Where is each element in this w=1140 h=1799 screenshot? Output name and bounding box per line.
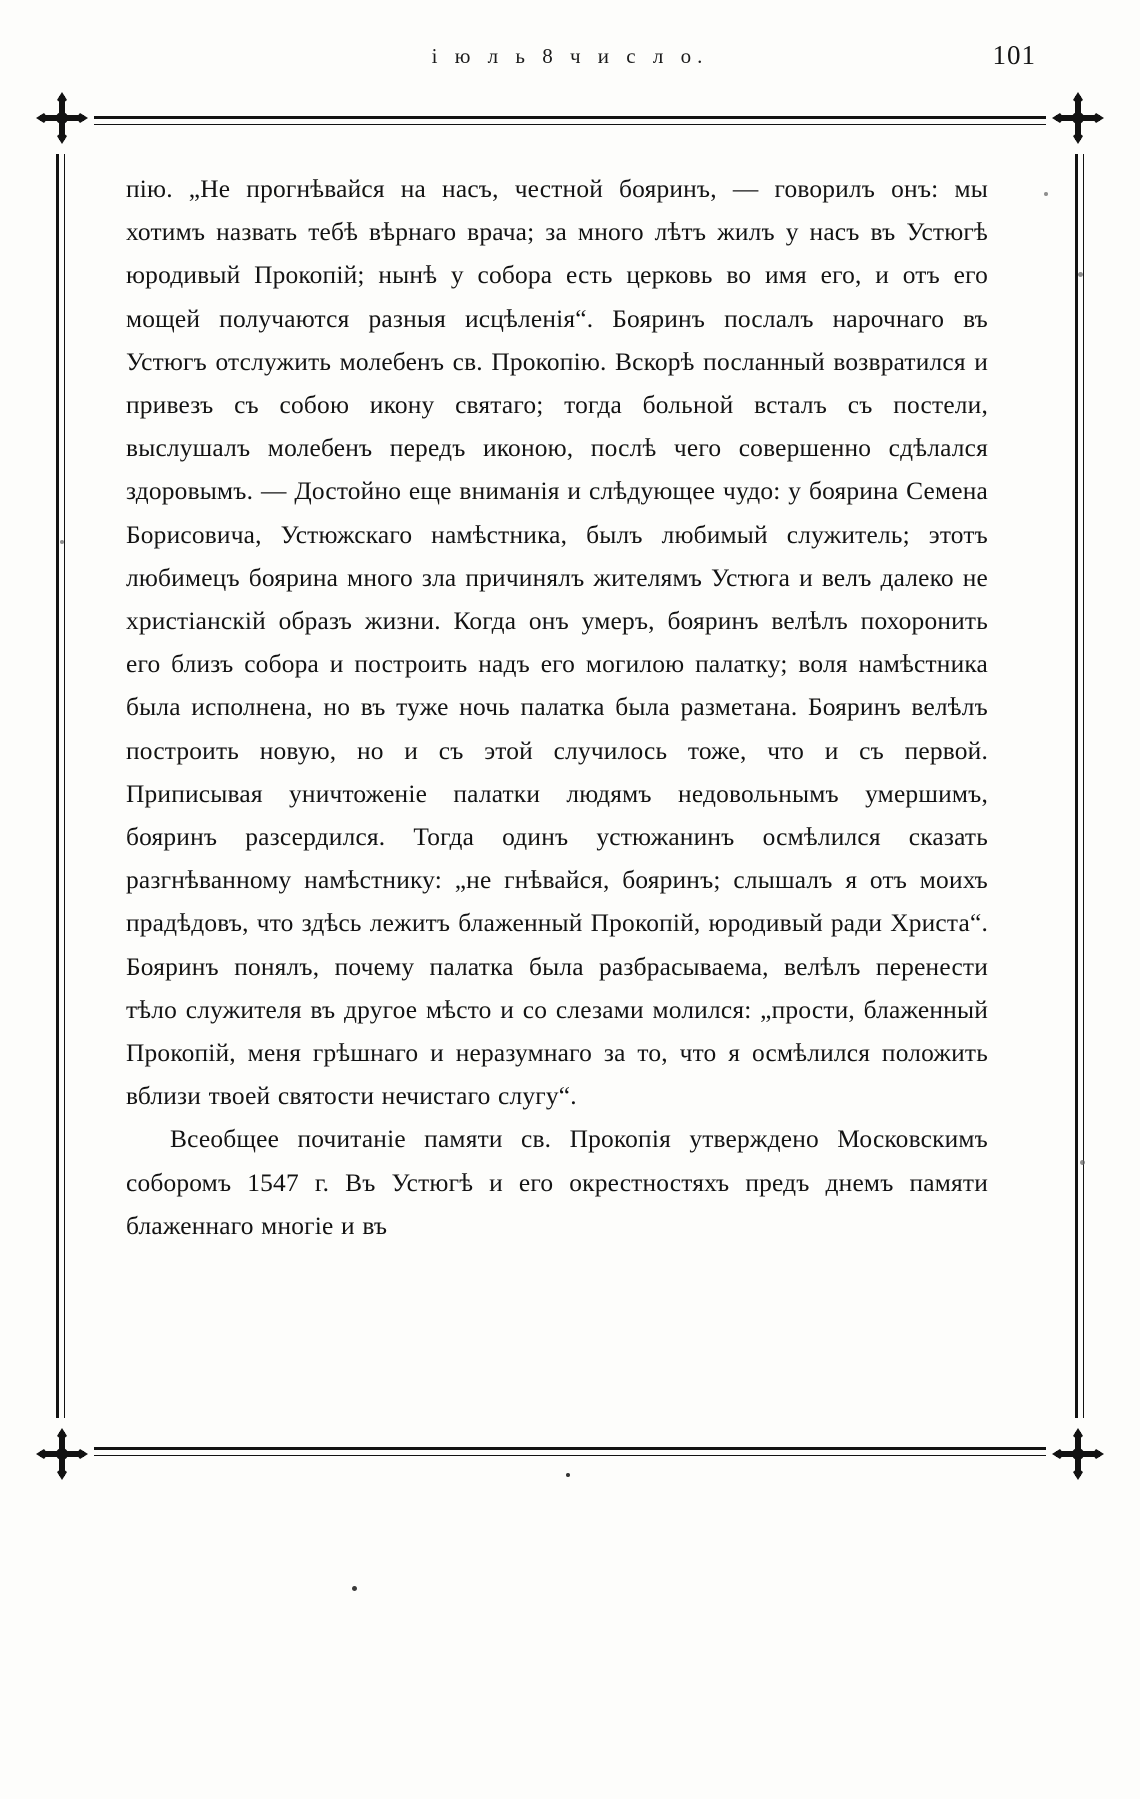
paragraph: Всеобщее почитаніе памяти св. Прокопія утверждено Московскимъ соборомъ 1547 г. Въ Устюгѣ и его окрестностяхъ предъ днемъ памяти блаженнаго многіе и въ	[126, 1125, 988, 1240]
running-head-title: і ю л ь 8 ч и с л о.	[431, 44, 709, 68]
cross-ornament-icon	[1050, 1426, 1106, 1482]
double-rule-icon	[1075, 154, 1084, 1418]
double-rule-icon	[94, 116, 1046, 125]
page-speck	[1080, 1160, 1085, 1165]
page-speck	[60, 540, 64, 544]
page-speck	[566, 1473, 570, 1477]
paragraph: пію. „Не прогнѣвайся на насъ, честной бояринъ, — говорилъ онъ: мы хотимъ назвать тебѣ вѣрнаго врача; за много лѣтъ жилъ у насъ въ Устюгѣ юродивый Прокопій; нынѣ у собора есть церковь во имя его, и отъ его мощей получаются разныя исцѣленія“. Бояринъ послалъ нарочнаго въ Устюгъ отслужить молебенъ св. Прокопію. Вскорѣ посланный возвратился и привезъ съ собою икону святаго; тогда больной всталъ съ постели, выслушалъ молебенъ передъ иконою, послѣ чего совершенно сдѣлался здоровымъ. — Достойно еще вниманія и слѣдующее чудо: у боярина Семена Борисовича, Устюжскаго намѣстника, былъ любимый служитель; этотъ любимецъ боярина много зла причинялъ жителямъ Устюга и велъ далеко не христіанскій образъ жизни. Когда онъ умеръ, бояринъ велѣлъ похоронить его близъ собора и построить надъ его могилою палатку; воля намѣстника была исполнена, но въ туже ночь палатка была разметана. Бояринъ велѣлъ построить новую, но и съ этой случилось тоже, что и съ первой. Приписывая уничтоженіе палатки людямъ недовольнымъ умершимъ, бояринъ разсердился. Тогда одинъ устюжанинъ осмѣлился сказать разгнѣванному намѣстнику: „не гнѣвайся, бояринъ; слышалъ я отъ моихъ прадѣдовъ, что здѣсь лежитъ блаженный Прокопій, юродивый ради Христа“. Бояринъ понялъ, почему палатка была разбрасываема, велѣлъ перенести тѣло служителя въ другое мѣсто и со слезами молился: „прости, блаженный Прокопій, меня грѣшнаго и неразумнаго за то, что я осмѣлился положить вблизи твоей святости нечистаго слугу“.	[126, 175, 988, 1111]
body-text	[126, 168, 988, 1248]
page-speck	[352, 1586, 357, 1591]
cross-ornament-icon	[34, 90, 90, 146]
cross-ornament-icon	[34, 1426, 90, 1482]
double-rule-icon	[94, 1447, 1046, 1456]
page-speck	[1044, 192, 1048, 196]
page-number: 101	[992, 40, 1036, 70]
cross-ornament-icon	[1050, 90, 1106, 146]
double-rule-icon	[56, 154, 65, 1418]
page-speck	[1078, 272, 1083, 277]
running-head	[0, 40, 1140, 84]
